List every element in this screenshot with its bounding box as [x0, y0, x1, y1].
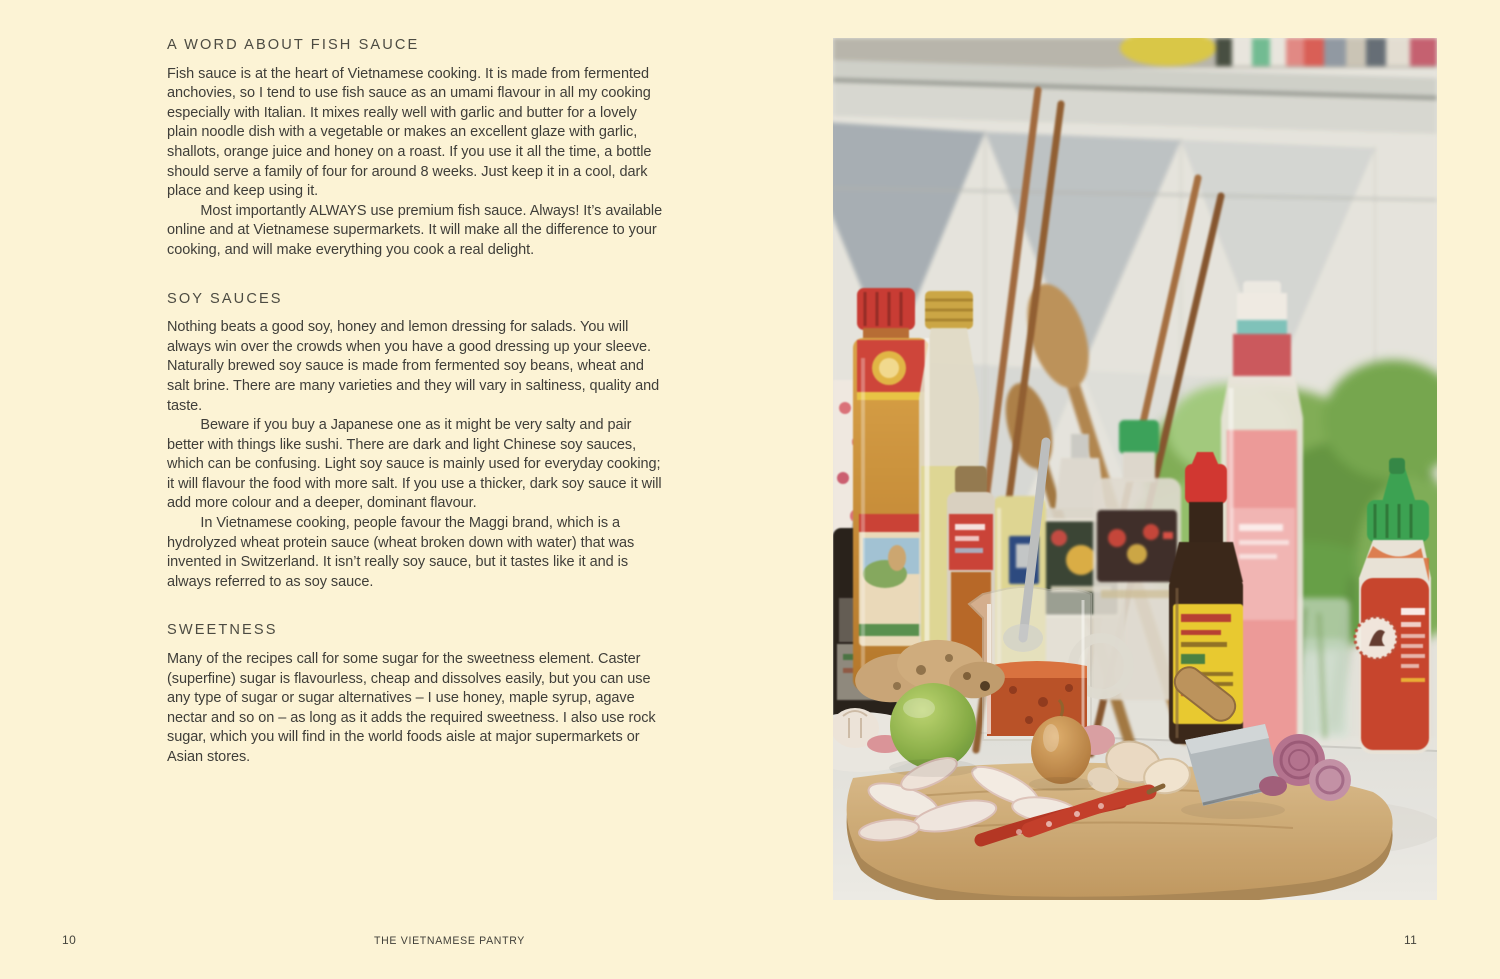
- pantry-photo: [833, 38, 1437, 900]
- paragraph: Nothing beats a good soy, honey and lemon dressing for salads. You will always win over the crowds when you have a good dressing up your sleeve. Naturally brewed soy sauce is made from fermented soy beans, wheat and salt brine. There are many varieties and they will vary in saltiness, quality and taste.: [167, 319, 660, 414]
- running-footer: THE VIETNAMESE PANTRY: [374, 935, 526, 947]
- section-sweetness: [167, 621, 667, 767]
- left-page-text-column: [167, 36, 667, 797]
- section-heading-fish-sauce: A WORD ABOUT FISH SAUCE: [167, 37, 420, 53]
- section-heading-sweetness: SWEETNESS: [167, 622, 278, 639]
- section-fish-sauce: [167, 36, 667, 261]
- paragraph: Many of the recipes call for some sugar for the sweetness element. Caster (superfine) sugar is flavourless, cheap and dissolves easily, but you can use any type of sugar or sugar alternatives – I use honey, maple syrup, agave nectar and so on – as long as it adds the required sweetness. I also use rock sugar, which you will find in the world foods aisle at major supermarkets or Asian stores.: [167, 651, 656, 765]
- paragraph: Most importantly ALWAYS use premium fish sauce. Always! It’s available online and at Vietnamese supermarkets. It will make all the difference to your cooking, and will make everything you cook a real delight.: [167, 202, 663, 258]
- paragraph: Beware if you buy a Japanese one as it might be very salty and pair better with things like sushi. There are dark and light Chinese soy sauces, which can be confusing. Light soy sauce is mainly used for everyday cooking; it will flavour the food with more salt. If you use a thicker, dark soy sauce it will add more colour and a deeper, dominant flavour.: [167, 417, 662, 512]
- pantry-photo-illustration: [833, 38, 1437, 900]
- paragraph: In Vietnamese cooking, people favour the Maggi brand, which is a hydrolyzed wheat protein sauce (wheat broken down with water) that was invented in Switzerland. It isn’t really soy sauce, but it tastes like it and is always referred to as soy sauce.: [167, 515, 635, 590]
- page-number-left: 10: [62, 933, 77, 947]
- warm-light-overlay: [833, 38, 1437, 900]
- section-soy-sauces: [167, 290, 667, 593]
- section-heading-soy-sauces: SOY SAUCES: [167, 290, 283, 307]
- paragraph: Fish sauce is at the heart of Vietnamese cooking. It is made from fermented anchovies, so I tend to use fish sauce as an umami flavour in all my cooking especially with Italian. It mixes really well with garlic and butter for a lovely plain noodle dish with a vegetable or makes an excellent glaze with garlic, shallots, orange juice and honey on a roast. If you use it all the time, a bottle should serve a family of four for around 8 weeks. Just keep it in a cool, dark place and keep using it.: [167, 65, 652, 200]
- page-number-right: 11: [1404, 933, 1418, 947]
